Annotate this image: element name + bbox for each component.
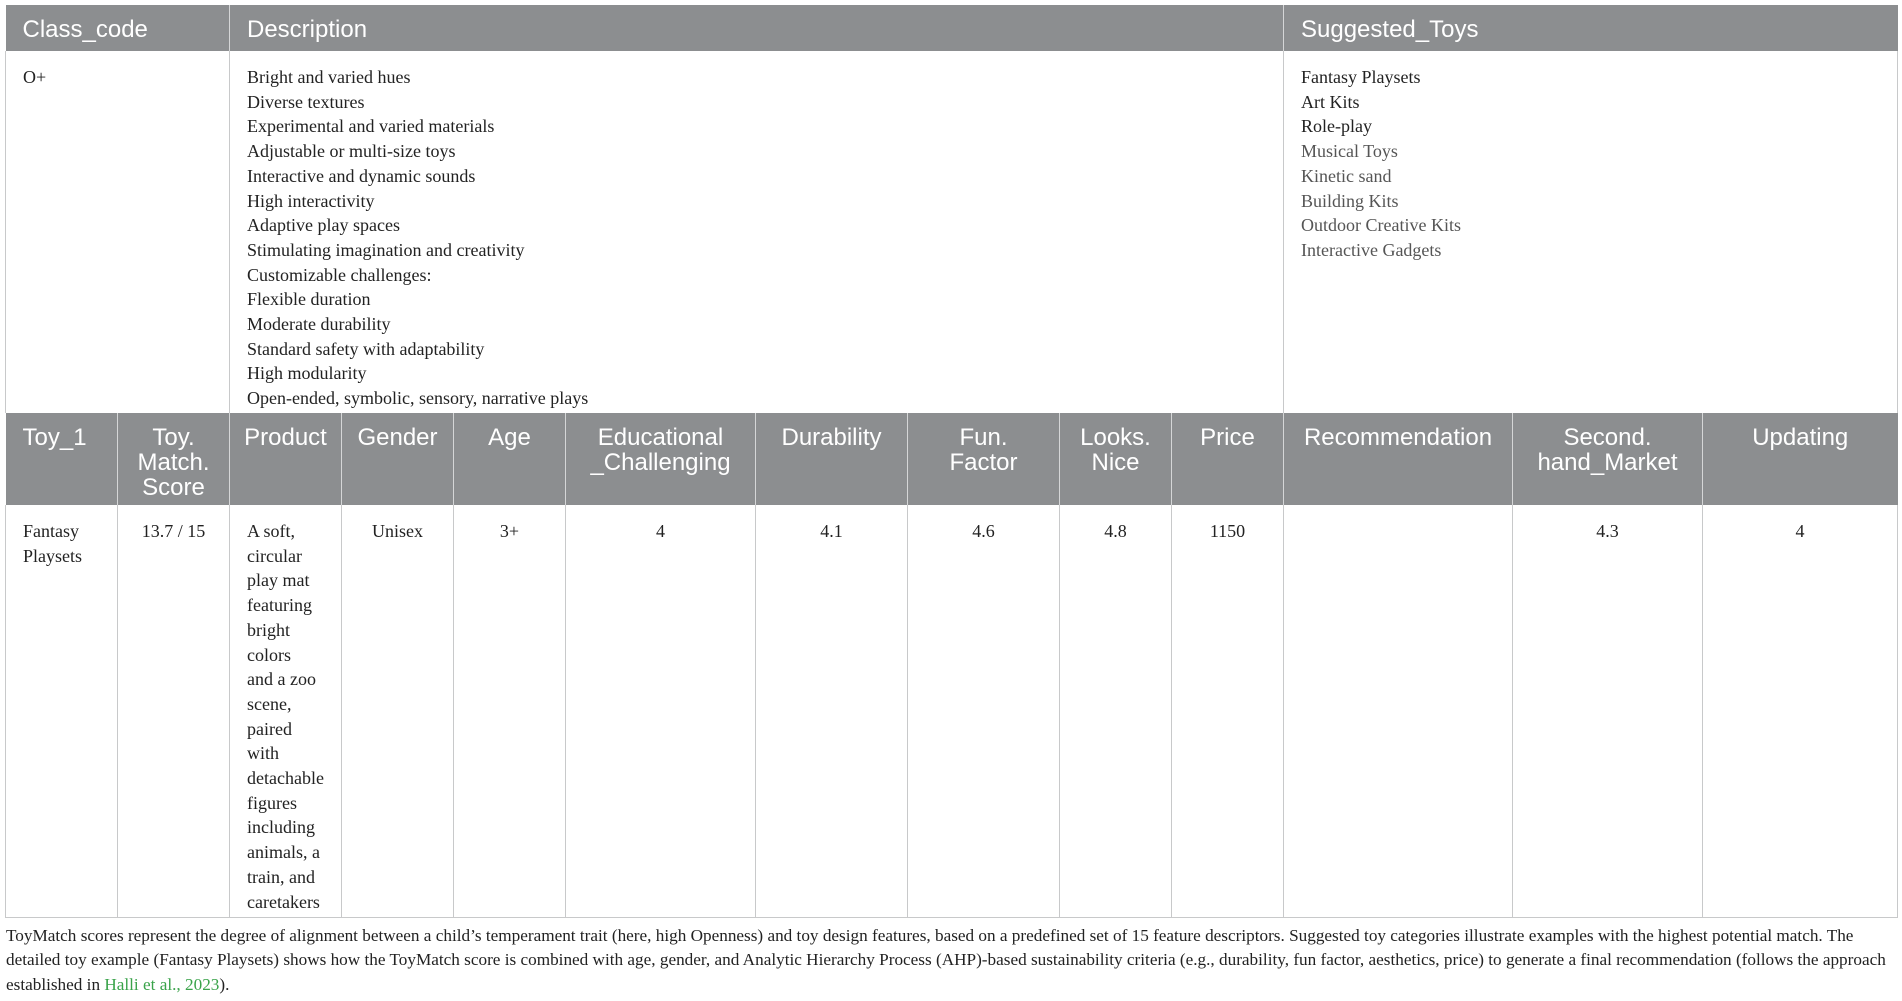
description-line: Adaptive play spaces — [247, 215, 400, 236]
suggested-toy-item: Building Kits — [1301, 190, 1399, 211]
recommendation-cell — [1284, 505, 1513, 917]
product-line: animals, a — [247, 842, 320, 863]
header-line: Recommendation — [1303, 424, 1493, 451]
suggested-toy-item: Outdoor Creative Kits — [1301, 215, 1461, 236]
header-looks-nice — [1060, 413, 1172, 505]
bottom-header-row — [6, 413, 1898, 505]
footnote-end: ). — [219, 974, 230, 994]
header-line: Match. — [137, 449, 210, 476]
header-line: Second. — [1563, 424, 1652, 451]
product-line: bright — [247, 619, 290, 640]
product-line: scene, — [247, 693, 292, 714]
header-toy-1 — [6, 413, 118, 505]
suggested-toy-item: Kinetic sand — [1301, 165, 1392, 186]
suggested-toy-item: Role-play — [1301, 116, 1372, 137]
description-line: Standard safety with adaptability — [247, 338, 485, 359]
header-line: Updating — [1752, 424, 1849, 451]
product-line: detachable — [247, 768, 324, 789]
citation-link[interactable]: Halli et al., 2023 — [104, 974, 220, 994]
product-line: train, and — [247, 866, 315, 887]
table-footnote — [5, 924, 1898, 998]
looks-nice-cell: 4.8 — [1060, 505, 1172, 917]
toy-name-line: Fantasy — [23, 521, 79, 541]
header-line: Product — [244, 424, 327, 451]
product-line: play mat — [247, 570, 310, 591]
durability-cell: 4.1 — [756, 505, 908, 917]
header-line: Fun. — [959, 424, 1008, 451]
gender-cell: Unisex — [342, 505, 454, 917]
description-line: High modularity — [247, 363, 367, 384]
header-line: Looks. — [1080, 424, 1151, 451]
table-row — [6, 505, 1898, 917]
suggested-toy-item: Fantasy Playsets — [1301, 67, 1421, 87]
suggested-toy-item: Art Kits — [1301, 91, 1360, 112]
header-line: _Challenging — [590, 449, 731, 476]
description-line: Interactive and dynamic sounds — [247, 165, 476, 186]
header-updating — [1703, 413, 1898, 505]
product-line: colors — [247, 644, 291, 665]
header-second-hand-market — [1513, 413, 1703, 505]
header-line: Score — [142, 474, 205, 501]
description-line: Bright and varied hues — [247, 67, 411, 87]
table-figure — [5, 5, 1897, 997]
header-fun-factor — [908, 413, 1060, 505]
product-line: with — [247, 743, 280, 764]
description-line: Adjustable or multi-size toys — [247, 141, 456, 162]
header-line: Factor — [949, 449, 1018, 476]
description-line: Experimental and varied materials — [247, 116, 495, 137]
description-line: Customizable challenges: — [247, 264, 432, 285]
product-cell — [230, 505, 342, 917]
toy-name-line: Playsets — [23, 545, 83, 566]
header-price — [1172, 413, 1284, 505]
header-toy-match-score — [118, 413, 230, 505]
suggested-toys-cell — [1284, 51, 1898, 413]
product-line: featuring — [247, 595, 312, 616]
suggested-toy-item: Interactive Gadgets — [1301, 239, 1442, 260]
header-class-code: Class_code — [6, 5, 230, 51]
header-description: Description — [230, 5, 1284, 51]
header-recommendation — [1284, 413, 1513, 505]
header-line: Price — [1200, 424, 1255, 451]
product-line: A soft, — [247, 521, 296, 541]
header-line: hand_Market — [1537, 449, 1678, 476]
header-suggested-toys: Suggested_Toys — [1284, 5, 1898, 51]
header-durability — [756, 413, 908, 505]
header-line: Nice — [1091, 449, 1140, 476]
age-cell: 3+ — [454, 505, 566, 917]
header-line: Toy_1 — [22, 424, 87, 451]
updating-cell: 4 — [1703, 505, 1898, 917]
header-line: Age — [488, 424, 531, 451]
suggested-toy-item: Musical Toys — [1301, 141, 1398, 162]
description-line: Flexible duration — [247, 289, 371, 310]
footnote-text: ToyMatch scores represent the degree of alignment between a child’s temperament trait (here, high Openness) and toy design features, based on a predefined set of 15 feature descriptors. Suggested toy categories illustrate examples with the highest potential match. The detailed toy example (Fantasy Playsets) shows how the ToyMatch score is combined with age, gender, and Analytic Hierarchy Process (AHP)-based sustainability criteria (e.g., durability, fun factor, aesthetics, price) to generate a final recommendation (follows the approach established in — [6, 925, 1886, 994]
second-hand-cell: 4.3 — [1513, 505, 1703, 917]
header-product — [230, 413, 342, 505]
header-line: Gender — [357, 424, 438, 451]
header-line: Toy. — [152, 424, 195, 451]
class-code-cell: O+ — [6, 51, 230, 413]
product-line: circular — [247, 545, 302, 566]
price-cell: 1150 — [1172, 505, 1284, 917]
product-line: caretakers — [247, 891, 320, 912]
toy-name-cell — [6, 505, 118, 917]
header-educational-challenging — [566, 413, 756, 505]
product-line: and a zoo — [247, 669, 316, 690]
top-data-row — [6, 51, 1898, 413]
description-line: Stimulating imagination and creativity — [247, 239, 525, 260]
top-header-row — [6, 5, 1898, 51]
score-cell: 13.7 / 15 — [118, 505, 230, 917]
header-age — [454, 413, 566, 505]
header-line: Educational — [597, 424, 724, 451]
educational-cell: 4 — [566, 505, 756, 917]
toymatch-table — [5, 5, 1898, 918]
description-cell — [230, 51, 1284, 413]
product-line: including — [247, 817, 315, 838]
description-line: High interactivity — [247, 190, 375, 211]
description-line: Open-ended, symbolic, sensory, narrative plays — [247, 388, 589, 409]
description-line: Diverse textures — [247, 91, 365, 112]
description-line: Moderate durability — [247, 314, 391, 335]
product-line: figures — [247, 792, 297, 813]
product-line: paired — [247, 718, 292, 739]
header-line: Durability — [781, 424, 882, 451]
fun-factor-cell: 4.6 — [908, 505, 1060, 917]
header-gender — [342, 413, 454, 505]
